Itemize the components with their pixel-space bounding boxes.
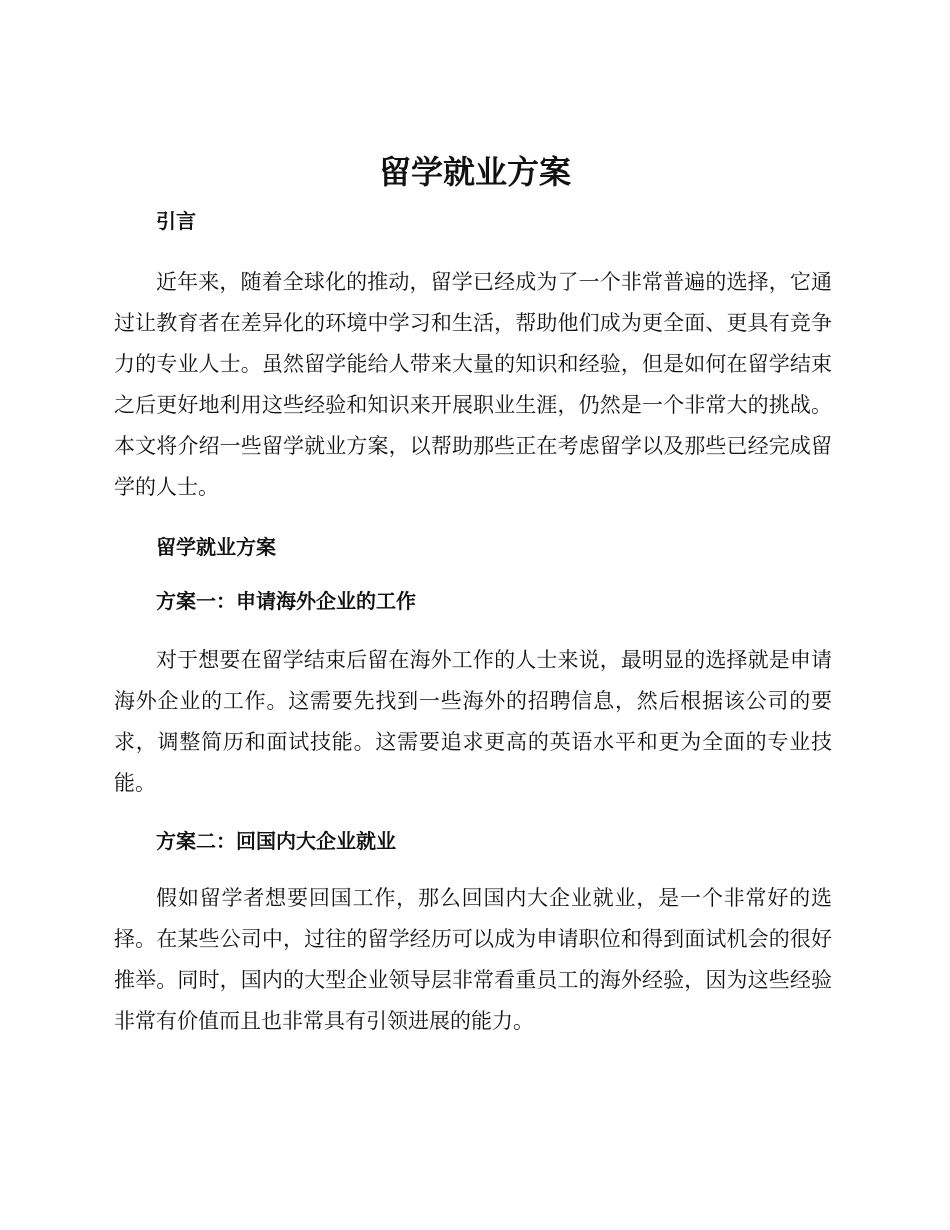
intro-heading: 引言 bbox=[156, 209, 196, 233]
plan2-heading: 方案二：回国内大企业就业 bbox=[156, 829, 396, 853]
document-body bbox=[114, 202, 832, 1042]
plan1-heading: 方案一：申请海外企业的工作 bbox=[156, 589, 416, 613]
document-title: 留学就业方案 bbox=[378, 153, 571, 191]
plans-heading: 留学就业方案 bbox=[156, 535, 276, 559]
intro-paragraph: 近年来，随着全球化的推动，留学已经成为了一个非常普遍的选择，它通过让教育者在差异化的环境中学习和生活，帮助他们成为更全面、更具有竞争力的专业人士。虽然留学能给人带来大量的知识和经验，但是如何在留学结束之后更好地利用这些经验和知识来开展职业生涯，仍然是一个非常大的挑战。本文将介绍一些留学就业方案，以帮助那些正在考虑留学以及那些已经完成留学的人士。 bbox=[114, 270, 832, 499]
plan1-paragraph: 对于想要在留学结束后留在海外工作的人士来说，最明显的选择就是申请海外企业的工作。这需要先找到一些海外的招聘信息，然后根据该公司的要求，调整简历和面试技能。这需要追求更高的英语水平和更为全面的专业技能。 bbox=[114, 648, 832, 795]
plan2-paragraph: 假如留学者想要回国工作，那么回国内大企业就业，是一个非常好的选择。在某些公司中，过往的留学经历可以成为申请职位和得到面试机会的很好推举。同时，国内的大型企业领导层非常看重员工的海外经验，因为这些经验非常有价值而且也非常具有引领进展的能力。 bbox=[114, 886, 832, 1033]
